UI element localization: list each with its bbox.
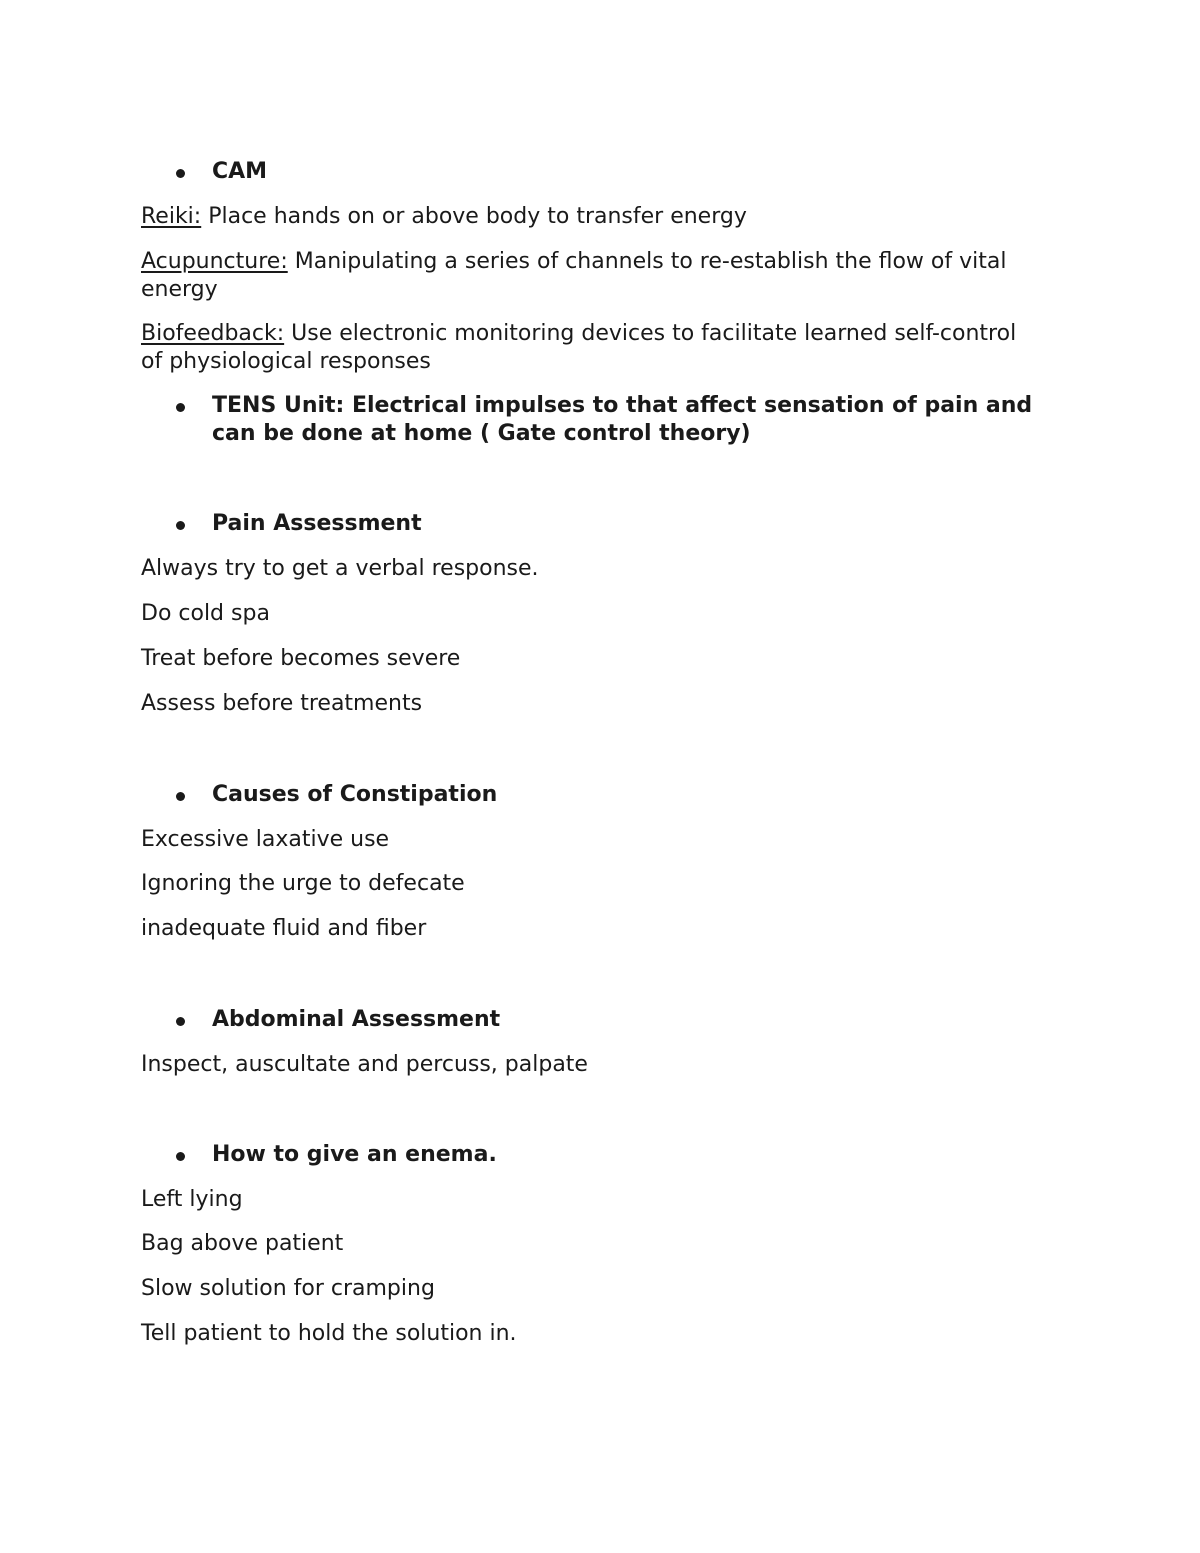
pain-line: Do cold spa xyxy=(141,601,270,626)
constipation-line: Excessive laxative use xyxy=(141,827,390,852)
cam-item-biofeedback xyxy=(141,320,1041,376)
bullet-icon xyxy=(176,1152,185,1161)
pain-line: Assess before treatments xyxy=(141,691,423,716)
bullet-icon xyxy=(176,521,185,530)
bullet-icon xyxy=(176,1017,185,1026)
cam-term: Acupuncture: xyxy=(141,249,288,274)
cam-term: Biofeedback: xyxy=(141,321,285,346)
bullet-icon xyxy=(176,792,185,801)
cam-item-acupuncture xyxy=(141,248,1041,304)
constipation-line: inadequate fluid and fiber xyxy=(141,916,427,941)
constipation-line: Ignoring the urge to defecate xyxy=(141,871,465,896)
constipation-heading: Causes of Constipation xyxy=(141,781,1041,809)
pain-line: Always try to get a verbal response. xyxy=(141,556,539,581)
enema-line: Bag above patient xyxy=(141,1231,344,1256)
pain-assessment-heading: Pain Assessment xyxy=(141,510,1041,538)
enema-line: Left lying xyxy=(141,1187,243,1212)
enema-line: Slow solution for cramping xyxy=(141,1276,435,1301)
bullet-icon xyxy=(176,403,185,412)
cam-definition: Place hands on or above body to transfer energy xyxy=(201,204,747,229)
enema-line: Tell patient to hold the solution in. xyxy=(141,1321,517,1346)
bullet-icon xyxy=(176,169,185,178)
cam-term: Reiki: xyxy=(141,204,202,229)
abdominal-heading: Abdominal Assessment xyxy=(141,1006,1041,1034)
cam-definition: Manipulating a series of channels to re-establish the flow of vital energy xyxy=(141,249,1007,302)
tens-heading: TENS Unit: Electrical impulses to that affect sensation of pain and can be done at home ( Gate control theory) xyxy=(141,392,1041,448)
enema-heading: How to give an enema. xyxy=(141,1141,1041,1169)
pain-line: Treat before becomes severe xyxy=(141,646,461,671)
cam-item-reiki xyxy=(141,203,1041,231)
abdominal-line: Inspect, auscultate and percuss, palpate xyxy=(141,1052,588,1077)
cam-definition: Use electronic monitoring devices to facilitate learned self-control of physiological responses xyxy=(141,321,1017,374)
cam-heading: CAM xyxy=(141,158,1041,186)
